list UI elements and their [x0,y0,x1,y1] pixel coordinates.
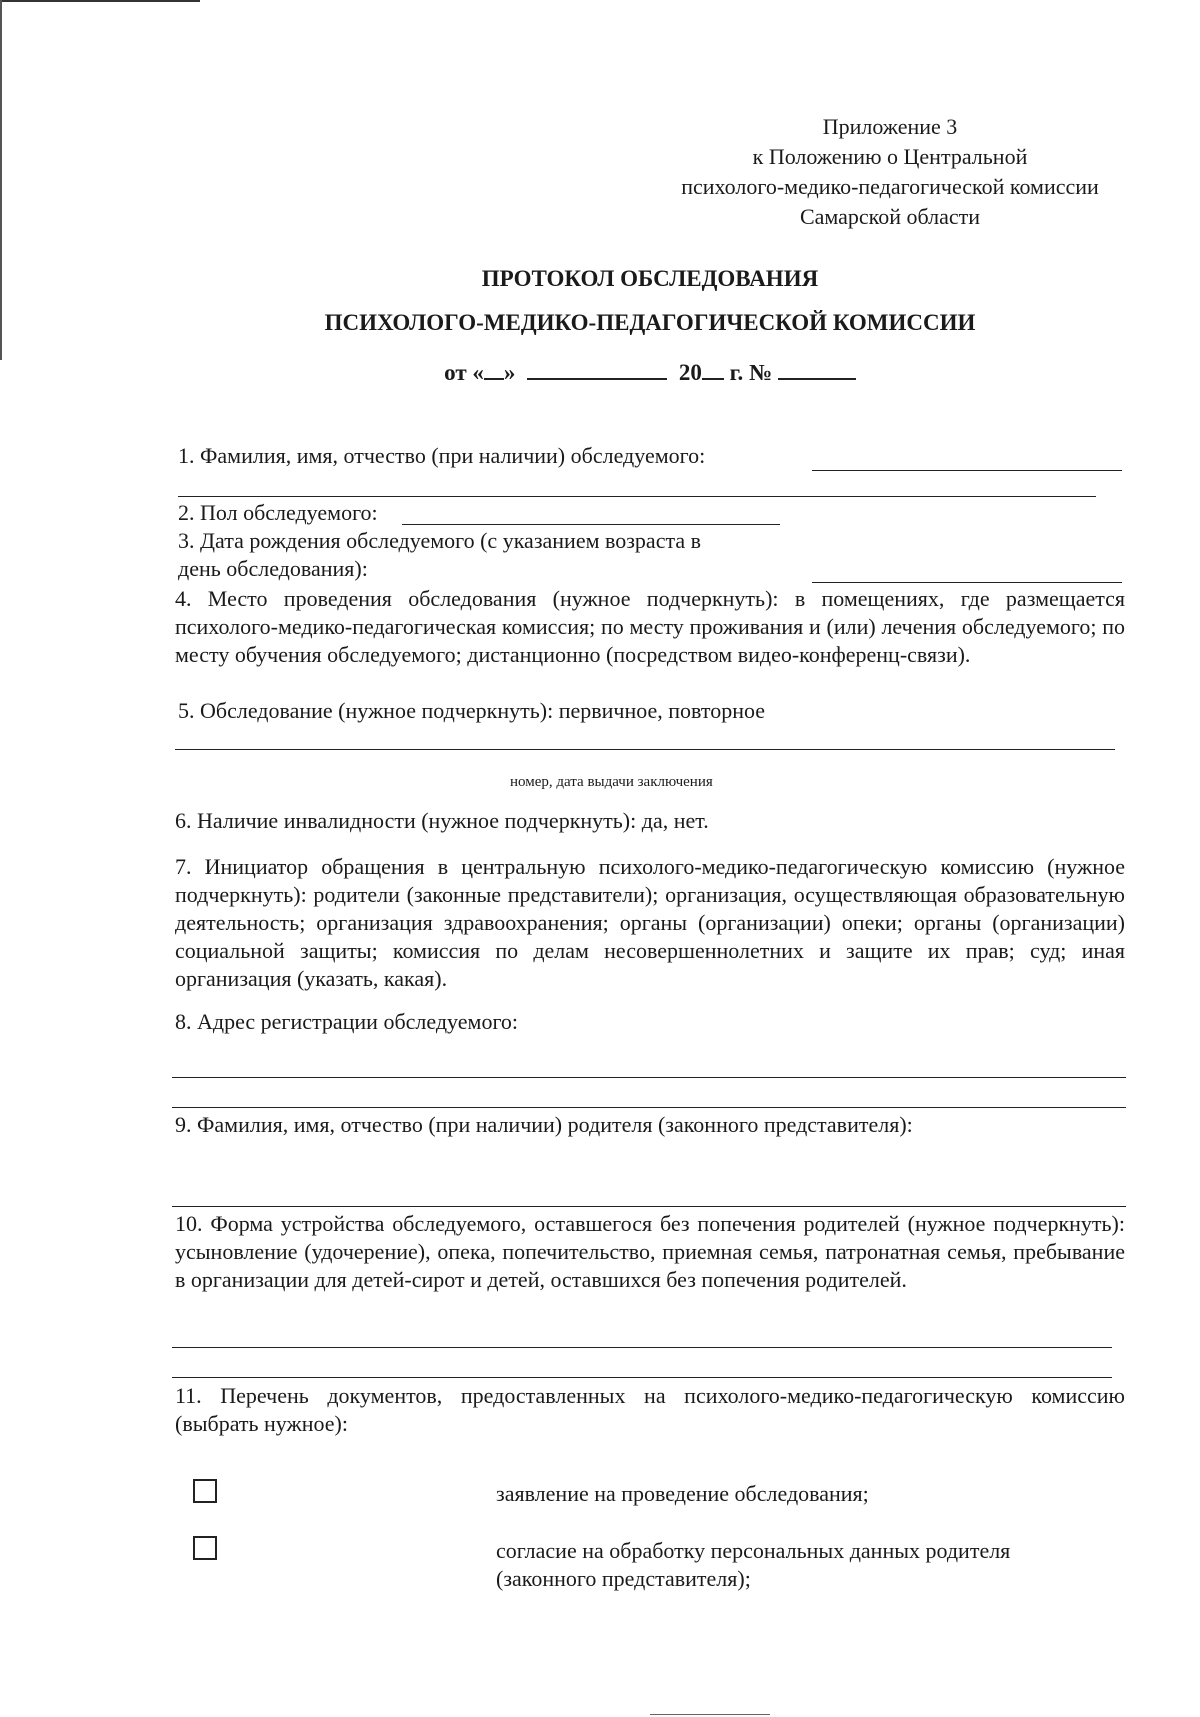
item-3-field-line[interactable] [812,582,1122,583]
item-4-text: 4. Место проведения обследования (нужное подчеркнуть): в помещениях, где размещается психолого-медико-педагогическая комиссия; по месту проживания и (или) лечения обследуемого; по месту обучения обследуемого; дистанционно (посредством видео-конференц-связи). [175,586,1125,667]
item-3-label-line-2: день обследования): [178,556,368,581]
item-1-field-line-2[interactable] [178,496,1096,497]
item-1-label: 1. Фамилия, имя, отчество (при наличии) обследуемого: [178,443,706,468]
item-8-field-line-2[interactable] [172,1107,1126,1108]
item-10-text: 10. Форма устройства обследуемого, оставшегося без попечения родителей (нужное подчеркнуть): усыновление (удочерение), опека, попечительство, приемная семья, патронатная семья, пребывание в организации для детей-сирот и детей, оставшихся без попечения родителей. [175,1211,1125,1292]
appendix-block [630,112,1150,232]
appendix-line-4: Самарской области [799,204,981,229]
document-title-line-1: ПРОТОКОЛ ОБСЛЕДОВАНИЯ [481,266,819,291]
item-11-text: 11. Перечень документов, предоставленных на психолого-медико-педагогическую комиссию (выбрать нужное): [175,1383,1125,1436]
year-prefix: 20 [678,360,702,385]
document-title-line-2: ПСИХОЛОГО-МЕДИКО-ПЕДАГОГИЧЕСКОЙ КОМИССИИ [324,310,976,335]
appendix-line-2: к Положению о Центральной [752,144,1028,169]
number-label: г. № [729,360,773,385]
item-8-field-line-1[interactable] [172,1077,1126,1078]
doc-1-checkbox[interactable] [193,1479,217,1503]
year-blank[interactable] [702,356,724,380]
item-6-text: 6. Наличие инвалидности (нужное подчеркнуть): да, нет. [175,808,709,833]
doc-2-label-line-1: согласие на обработку персональных данных родителя [496,1538,1011,1563]
item-10-field-line-1[interactable] [172,1347,1112,1348]
item-8-label: 8. Адрес регистрации обследуемого: [175,1009,519,1034]
appendix-line-3: психолого-медико-педагогической комиссии [681,174,1099,199]
item-9-field-line[interactable] [172,1206,1126,1207]
item-2-label: 2. Пол обследуемого: [178,500,378,525]
doc-1-label: заявление на проведение обследования; [496,1481,869,1506]
date-from-label: от « [444,360,484,385]
month-blank[interactable] [527,356,667,380]
item-10-field-line-2[interactable] [172,1377,1112,1378]
item-7-text: 7. Инициатор обращения в центральную психолого-медико-педагогическую комиссию (нужное подчеркнуть): родители (законные представители); организация, осуществляющая образовательную деятельность; организация здравоохранения; органы (организации) опеки; органы (организации) социальной защиты; комиссия по делам несовершеннолетних и защите их прав; суд; иная организация (указать, какая). [175,854,1125,991]
scan-edge-top [0,0,200,2]
item-1-field-line[interactable] [812,470,1122,471]
doc-2-label-line-2: (законного представителя); [496,1566,751,1591]
day-blank[interactable] [484,356,504,380]
protocol-date-line [150,356,1150,386]
next-page-edge [650,1714,770,1715]
appendix-line-1: Приложение 3 [822,114,958,139]
number-blank[interactable] [778,356,856,380]
item-5-label: 5. Обследование (нужное подчеркнуть): первичное, повторное [178,698,766,723]
doc-2-checkbox[interactable] [193,1536,217,1560]
item-2-field-line[interactable] [402,524,780,525]
scan-edge-left [0,0,2,360]
date-close-quote: » [503,360,516,385]
item-9-label: 9. Фамилия, имя, отчество (при наличии) родителя (законного представителя): [175,1112,913,1137]
item-3-label-line-1: 3. Дата рождения обследуемого (с указанием возраста в [178,528,701,553]
item-5-caption: номер, дата выдачи заключения [510,774,713,790]
item-5-field-line[interactable] [175,749,1115,750]
